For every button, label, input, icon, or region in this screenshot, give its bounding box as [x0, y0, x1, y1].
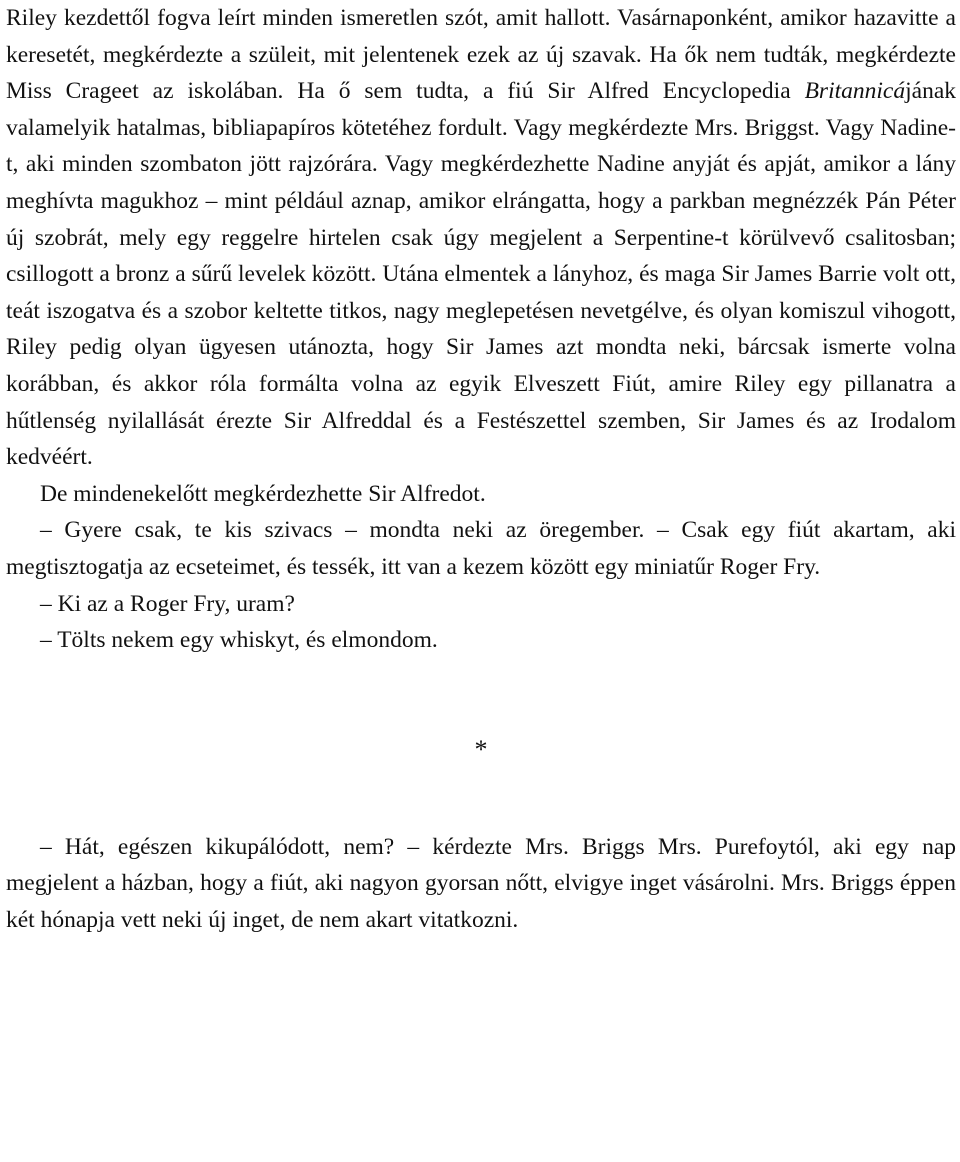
paragraph-text-continued: jának valamelyik hatalmas, bibliapapíros kötetéhez fordult. Vagy megkérdezte Mrs. Briggst. Vagy Nadine-t, aki minden szombaton jött rajzórára. Vagy megkérdezhette Nadine anyját és apját, amikor a lány meghívta magukhoz – mint például aznap, amikor elrángatta, hogy a parkban megnézzék Pán Péter új szobrát, mely egy reggelre hirtelen csak úgy megjelent a Serpentine-t körülvevő csalitosban; csillogott a bronz a sűrű levelek között. Utána elmentek a lányhoz, és maga Sir James Barrie volt ott, teát iszogatva és a szobor keltette titkos, nagy meglepetésen nevetgélve, és olyan komiszul vihogott, Riley pedig olyan ügyesen utánozta, hogy Sir James azt mondta neki, bárcsak ismerte volna korábban, és akkor róla formálta volna az egyik Elveszett Fiút, amire Riley egy pillanatra a hűtlenség nyilallását érezte Sir Alfreddal és a Festészettel szemben, Sir James és az Irodalom kedvéért.	[6, 78, 956, 471]
document-page	[6, 0, 956, 938]
dialogue-line-roger-fry: – Ki az a Roger Fry, uram?	[40, 590, 295, 617]
italic-britannica: Britannicá	[804, 78, 906, 105]
separator-asterisk: *	[474, 734, 488, 764]
dialogue-line-whisky: – Tölts nekem egy whiskyt, és elmondom.	[40, 627, 438, 654]
section-separator	[6, 659, 956, 829]
paragraph-text: Riley kezdettől fogva leírt minden ismeretlen szót, amit hallott. Vasárnaponként, amikor hazavitte a keresetét, megkérdezte a szüleit, mit jelentenek ezek az új szavak. Ha ők nem tudták, megkérdezte Miss Crageet az iskolában. Ha ő sem tudta, a fiú Sir Alfred Encyclopedia	[6, 5, 956, 105]
paragraph-mrs-briggs: – Hát, egészen kikupálódott, nem? – kérdezte Mrs. Briggs Mrs. Purefoytól, aki egy nap megjelent a házban, hogy a fiút, aki nagyon gyorsan nőtt, elvigye inget vásárolni. Mrs. Briggs éppen két hónapja vett neki új inget, de nem akart vitatkozni.	[6, 833, 956, 933]
paragraph-riley-words	[6, 0, 956, 476]
dialogue-line-sponge: – Gyere csak, te kis szivacs – mondta neki az öregember. – Csak egy fiút akartam, aki megtisztogatja az ecseteimet, és tessék, itt van a kezem között egy miniatűr Roger Fry.	[6, 517, 956, 580]
paragraph-sir-alfred: De mindenekelőtt megkérdezhette Sir Alfredot.	[40, 480, 486, 507]
